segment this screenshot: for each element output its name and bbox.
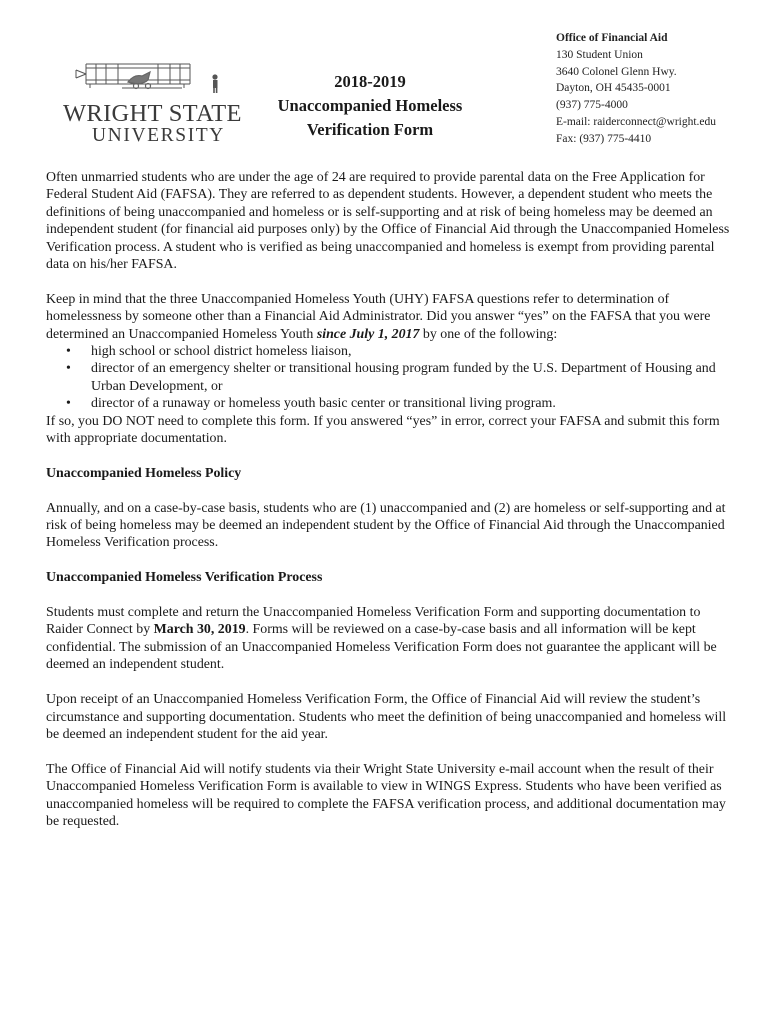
form-title-line: Verification Form [306, 120, 434, 139]
process-text-end: . Forms will be reviewed on a case-by-case basis and all information will be kept confidential. The submission of an Unaccompanied Homeless Verification Form does not guarantee the applicant will be deemed an independent student. [46, 622, 717, 673]
office-fax: Fax: (937) 775-4410 [556, 132, 652, 145]
office-street: 130 Student Union [556, 48, 643, 61]
list-item [46, 343, 730, 360]
process-paragraph [46, 604, 730, 674]
form-title [270, 70, 470, 142]
deadline-date: March 30, 2019 [153, 622, 246, 638]
form-year: 2018-2019 [334, 72, 406, 91]
process-text: Students must complete and return the Unaccompanied Homeless Verification Form and supporting documentation to Raider Connect by [46, 605, 701, 638]
uhy-text-end: by one of the following: [419, 326, 558, 342]
office-city: Dayton, OH 45435-0001 [556, 82, 671, 95]
university-subname: UNIVERSITY [92, 125, 225, 146]
form-title-line: Unaccompanied Homeless [277, 96, 463, 115]
university-name: WRIGHT STATE [63, 100, 242, 127]
list-item [46, 360, 730, 395]
list-item [46, 395, 730, 412]
wright-flyer-icon [62, 58, 232, 98]
uhy-paragraph [46, 291, 730, 343]
process-heading: Unaccompanied Homeless Verification Process [46, 570, 323, 586]
review-paragraph: Upon receipt of an Unaccompanied Homeless Verification Form, the Office of Financial Aid will review the student’s circumstance and supporting documentation. Students who meet the definition of being unaccompanied and homeless will be deemed an independent student for the aid year. [46, 692, 727, 742]
if-so-paragraph: If so, you DO NOT need to complete this form. If you answered “yes” in error, correct your FAFSA and submit this form with appropriate documentation. [46, 413, 720, 447]
bullet-list [46, 343, 730, 413]
list-item-text: director of a runaway or homeless youth basic center or transitional living program. [91, 396, 556, 412]
document-body [46, 169, 730, 830]
bullet-icon: • [66, 361, 71, 377]
bullet-icon: • [66, 396, 71, 412]
notify-paragraph: The Office of Financial Aid will notify students via their Wright State University e-mail account when the result of their Unaccompanied Homeless Verification Form is available to view in WINGS Express. Students who have been verified as unaccompanied homeless will be required to complete the FAFSA verification process, and additional documentation may be requested. [46, 761, 726, 829]
since-date: since July 1, 2017 [316, 326, 420, 342]
office-phone: (937) 775-4000 [556, 99, 628, 112]
office-contact [556, 30, 716, 148]
list-item-text: high school or school district homeless liaison, [91, 344, 352, 360]
office-email: E-mail: raiderconnect@wright.edu [556, 115, 717, 128]
policy-heading: Unaccompanied Homeless Policy [46, 465, 242, 481]
bullet-icon: • [66, 344, 71, 360]
office-name: Office of Financial Aid [556, 32, 668, 44]
office-street: 3640 Colonel Glenn Hwy. [556, 65, 677, 78]
list-item-text: director of an emergency shelter or transitional housing program funded by the U.S. Department of Housing and Urban Development, or [91, 361, 716, 394]
policy-paragraph: Annually, and on a case-by-case basis, students who are (1) unaccompanied and (2) are homeless or self-supporting and at risk of being homeless may be deemed an independent student by the Office of Financial Aid through the Unaccompanied Homeless Verification process. [46, 500, 726, 551]
intro-paragraph: Often unmarried students who are under the age of 24 are required to provide parental data on the Free Application for Federal Student Aid (FAFSA). They are referred to as dependent students. However, a dependent student who meets the definitions of being unaccompanied and homeless or is self-supporting and at risk of being homeless may be deemed an independent student (for financial aid purposes only) by the Office of Financial Aid through the Unaccompanied Homeless Verification process. A student who is verified as being unaccompanied and homeless is exempt from providing parental data on his/her FAFSA. [46, 170, 730, 273]
uhy-text: Keep in mind that the three Unaccompanied Homeless Youth (UHY) FAFSA questions refer to determination of homelessness by someone other than a Financial Aid Administrator. Did you answer “yes” on the FAFSA that you were determined an Unaccompanied Homeless Youth [46, 291, 711, 342]
